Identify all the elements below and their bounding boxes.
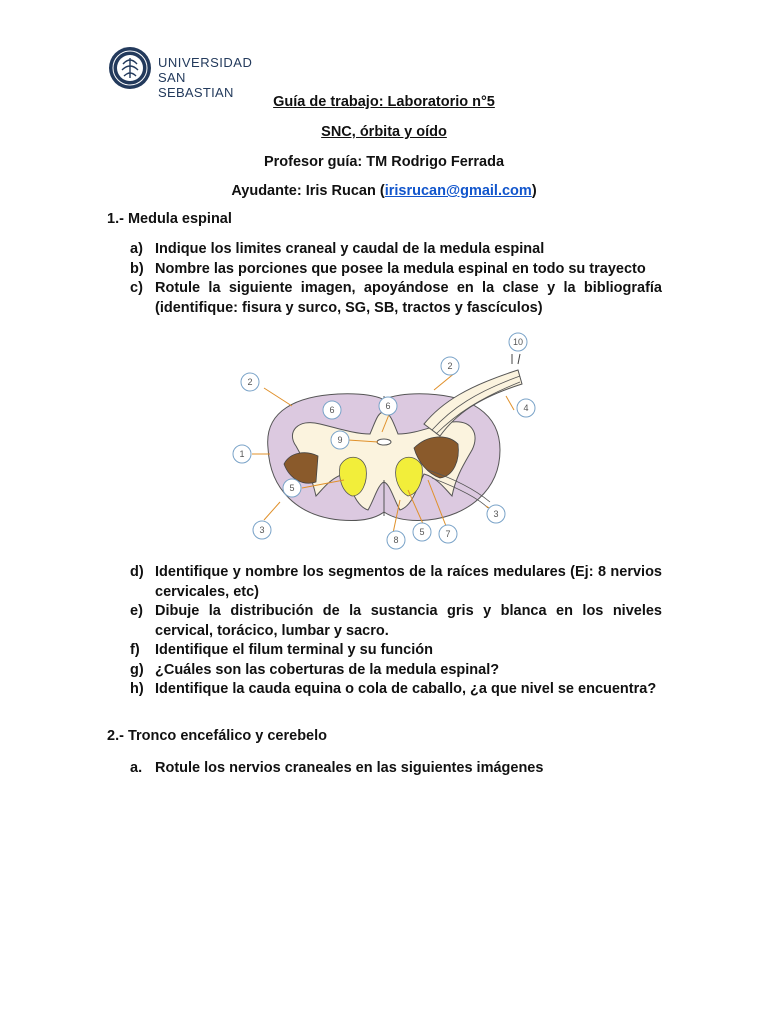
assistant-close: ) <box>531 183 537 199</box>
assistant-label: Ayudante: Iris Rucan ( <box>231 183 385 199</box>
svg-text:10: 10 <box>512 337 524 347</box>
list-item: d) Identifique y nombre los segmentos de la raíces medulares (Ej: 8 nervios cervicales, etc) <box>130 564 662 600</box>
assistant-email-link[interactable]: irisrucan@gmail.com <box>384 183 532 199</box>
label-6-left <box>323 401 341 419</box>
svg-text:2: 2 <box>247 377 253 387</box>
svg-text:5: 5 <box>289 483 295 493</box>
label-4 <box>517 399 535 417</box>
label-9 <box>331 431 349 449</box>
list-item: c) Rotule la siguiente imagen, apoyándose en la clase y la bibliografía (identifique: fisura y surco, SG, SB, tractos y fascículos) <box>130 280 662 316</box>
document-subtitle: SNC, órbita y oído <box>321 124 447 140</box>
label-7 <box>439 525 457 543</box>
list-item: g) ¿Cuáles son las coberturas de la medula espinal? <box>130 661 500 678</box>
svg-text:5: 5 <box>419 527 425 537</box>
university-logo <box>108 46 258 100</box>
label-2-left <box>241 373 259 391</box>
professor-line: Profesor guía: TM Rodrigo Ferrada <box>263 154 505 170</box>
svg-text:7: 7 <box>445 529 451 539</box>
document-title: Guía de trabajo: Laboratorio n°5 <box>273 94 495 110</box>
svg-text:4: 4 <box>523 403 529 413</box>
list-item: e) Dibuje la distribución de la sustancia gris y blanca en los niveles cervical, torácico, lumbar y sacro. <box>130 603 662 639</box>
svg-text:2: 2 <box>447 361 453 371</box>
label-8 <box>387 531 405 549</box>
label-5-bottom <box>413 523 431 541</box>
spinal-cord-diagram <box>228 330 540 556</box>
section1-list <box>130 240 662 318</box>
list-item: a) Indique los limites craneal y caudal de la medula espinal <box>130 241 545 257</box>
list-item: b) Nombre las porciones que posee la medula espinal en todo su trayecto <box>130 260 646 277</box>
university-seal-icon <box>108 46 152 90</box>
logo-line2: SAN SEBASTIAN <box>158 70 234 100</box>
assistant-line <box>0 183 768 199</box>
central-canal <box>377 439 391 445</box>
label-1 <box>233 445 251 463</box>
label-6-right <box>379 397 397 415</box>
section2-list <box>130 759 662 779</box>
label-5-left <box>283 479 301 497</box>
section1-list-continued <box>130 563 662 700</box>
svg-text:3: 3 <box>493 509 499 519</box>
label-10 <box>509 333 527 351</box>
list-item: h) Identifique la cauda equina o cola de caballo, ¿a que nivel se encuentra? <box>130 681 657 697</box>
svg-text:8: 8 <box>393 535 399 545</box>
section2-heading: 2.- Tronco encefálico y cerebelo <box>107 728 327 744</box>
label-3-right <box>487 505 505 523</box>
logo-line1: UNIVERSIDAD <box>158 55 253 70</box>
label-2-right <box>441 357 459 375</box>
svg-text:9: 9 <box>337 435 343 445</box>
svg-text:6: 6 <box>329 405 335 415</box>
label-3-left <box>253 521 271 539</box>
svg-text:1: 1 <box>239 449 245 459</box>
list-item: f) Identifique el filum terminal y su función <box>130 642 433 658</box>
svg-text:6: 6 <box>385 401 391 411</box>
section1-heading: 1.- Medula espinal <box>107 211 232 227</box>
list-item: a. Rotule los nervios craneales en las siguientes imágenes <box>130 760 544 776</box>
svg-text:3: 3 <box>259 525 265 535</box>
